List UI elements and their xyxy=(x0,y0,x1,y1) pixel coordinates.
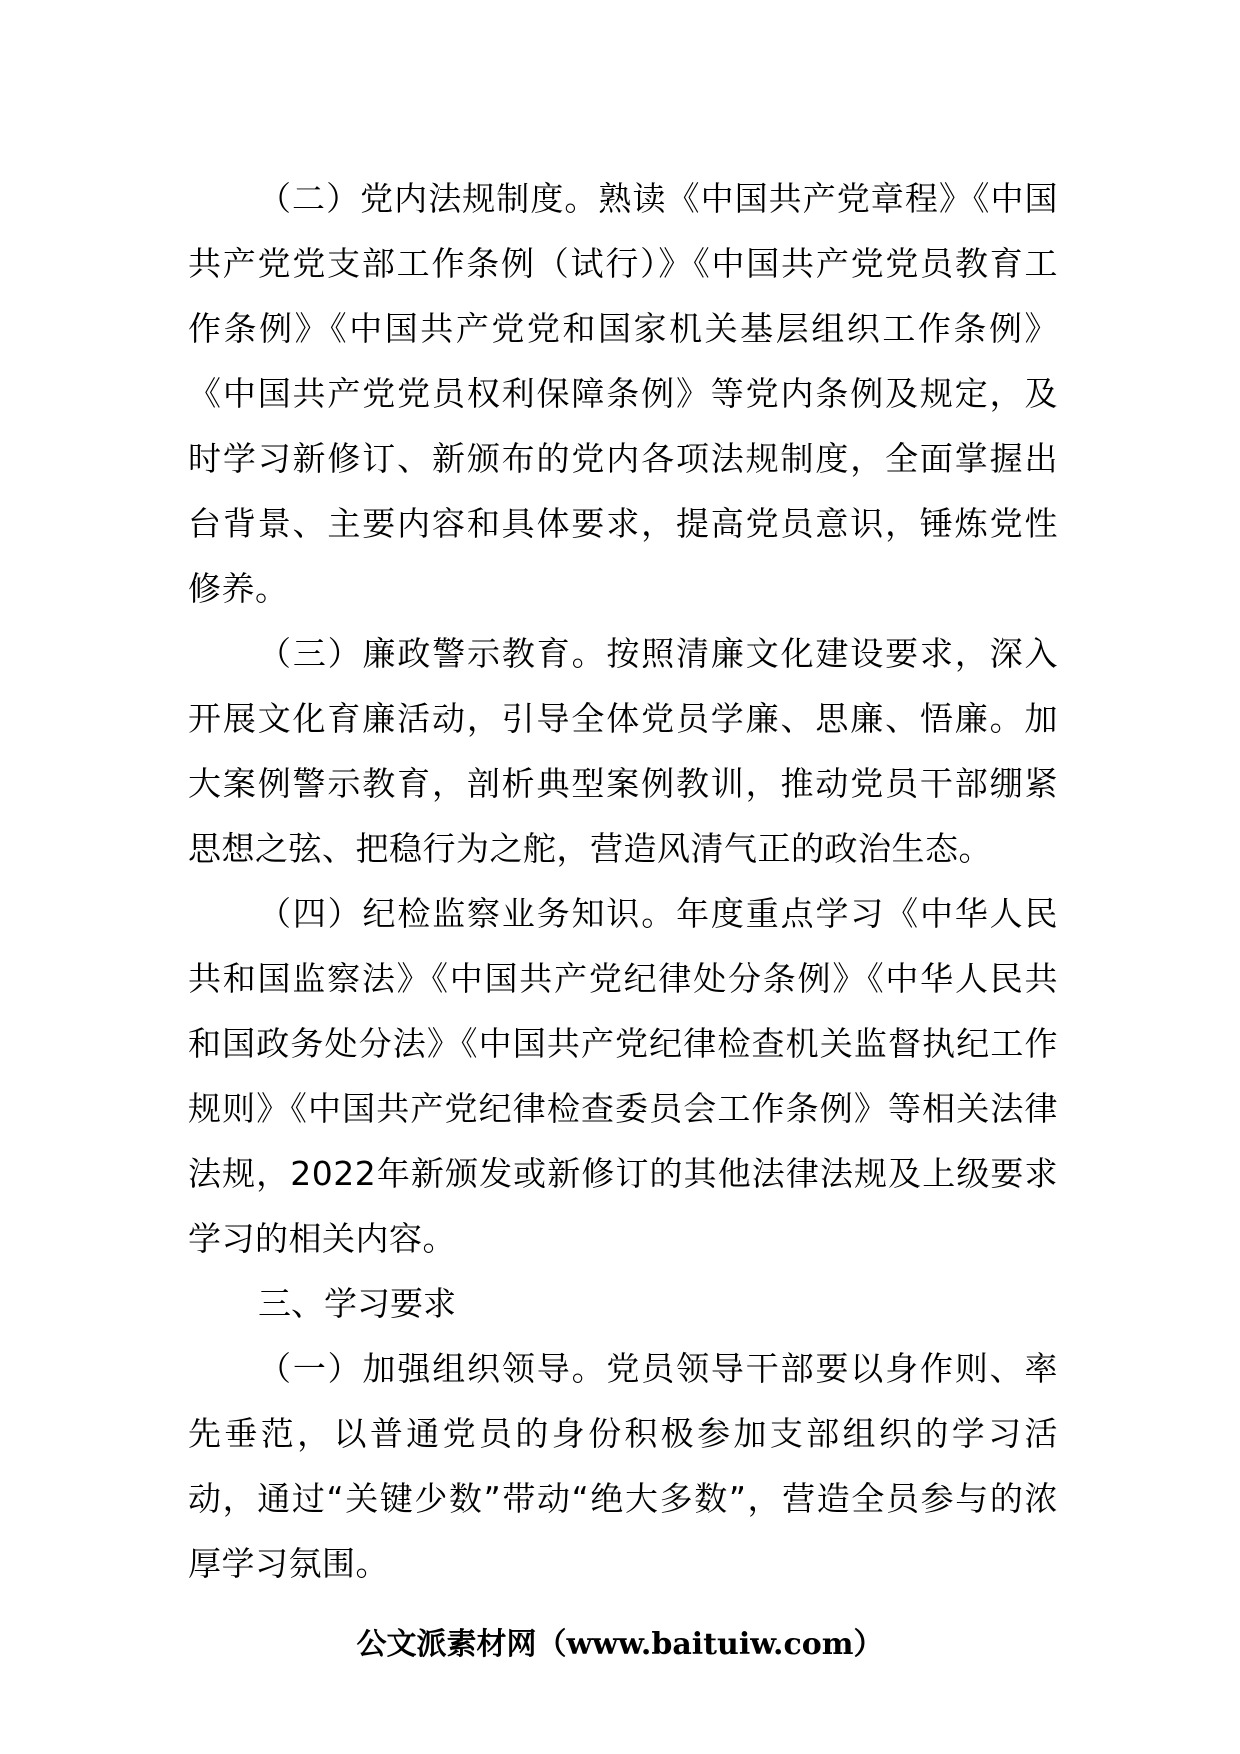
paragraph-party-regulations: （二）党内法规制度。熟读《中国共产党章程》《中国共产党党支部工作条例（试行）》《中国共产党党员教育工作条例》《中国共产党党和国家机关基层组织工作条例》《中国共产党党员权利保障条例》等党内条例及规定，及时学习新修订、新颁布的党内各项法规制度，全面掌握出台背景、主要内容和具体要求，提高党员意识，锤炼党性修养。 xyxy=(188,179,1058,608)
footer-watermark: 公文派素材网（www.baituiw.com） xyxy=(356,1627,884,1662)
paragraph-integrity-education: （三）廉政警示教育。按照清廉文化建设要求，深入开展文化育廉活动，引导全体党员学廉、思廉、悟廉。加大案例警示教育，剖析典型案例教训，推动党员干部绷紧思想之弦、把稳行为之舵，营造风清气正的政治生态。 xyxy=(188,634,1058,868)
paragraph-organization-leadership: （一）加强组织领导。党员领导干部要以身作则、率先垂范，以普通党员的身份积极参加支部组织的学习活动，通过“关键少数”带动“绝大多数”，营造全员参与的浓厚学习氛围。 xyxy=(188,1349,1058,1583)
paragraph-discipline-knowledge: （四）纪检监察业务知识。年度重点学习《中华人民共和国监察法》《中国共产党纪律处分条例》《中华人民共和国政务处分法》《中国共产党纪律检查机关监督执纪工作规则》《中国共产党纪律检查委员会工作条例》等相关法律法规，2022年新颁发或新修订的其他法律法规及上级要求学习的相关内容。 xyxy=(188,894,1058,1258)
document-body xyxy=(188,166,1058,1596)
section-heading: 三、学习要求 xyxy=(258,1284,456,1323)
